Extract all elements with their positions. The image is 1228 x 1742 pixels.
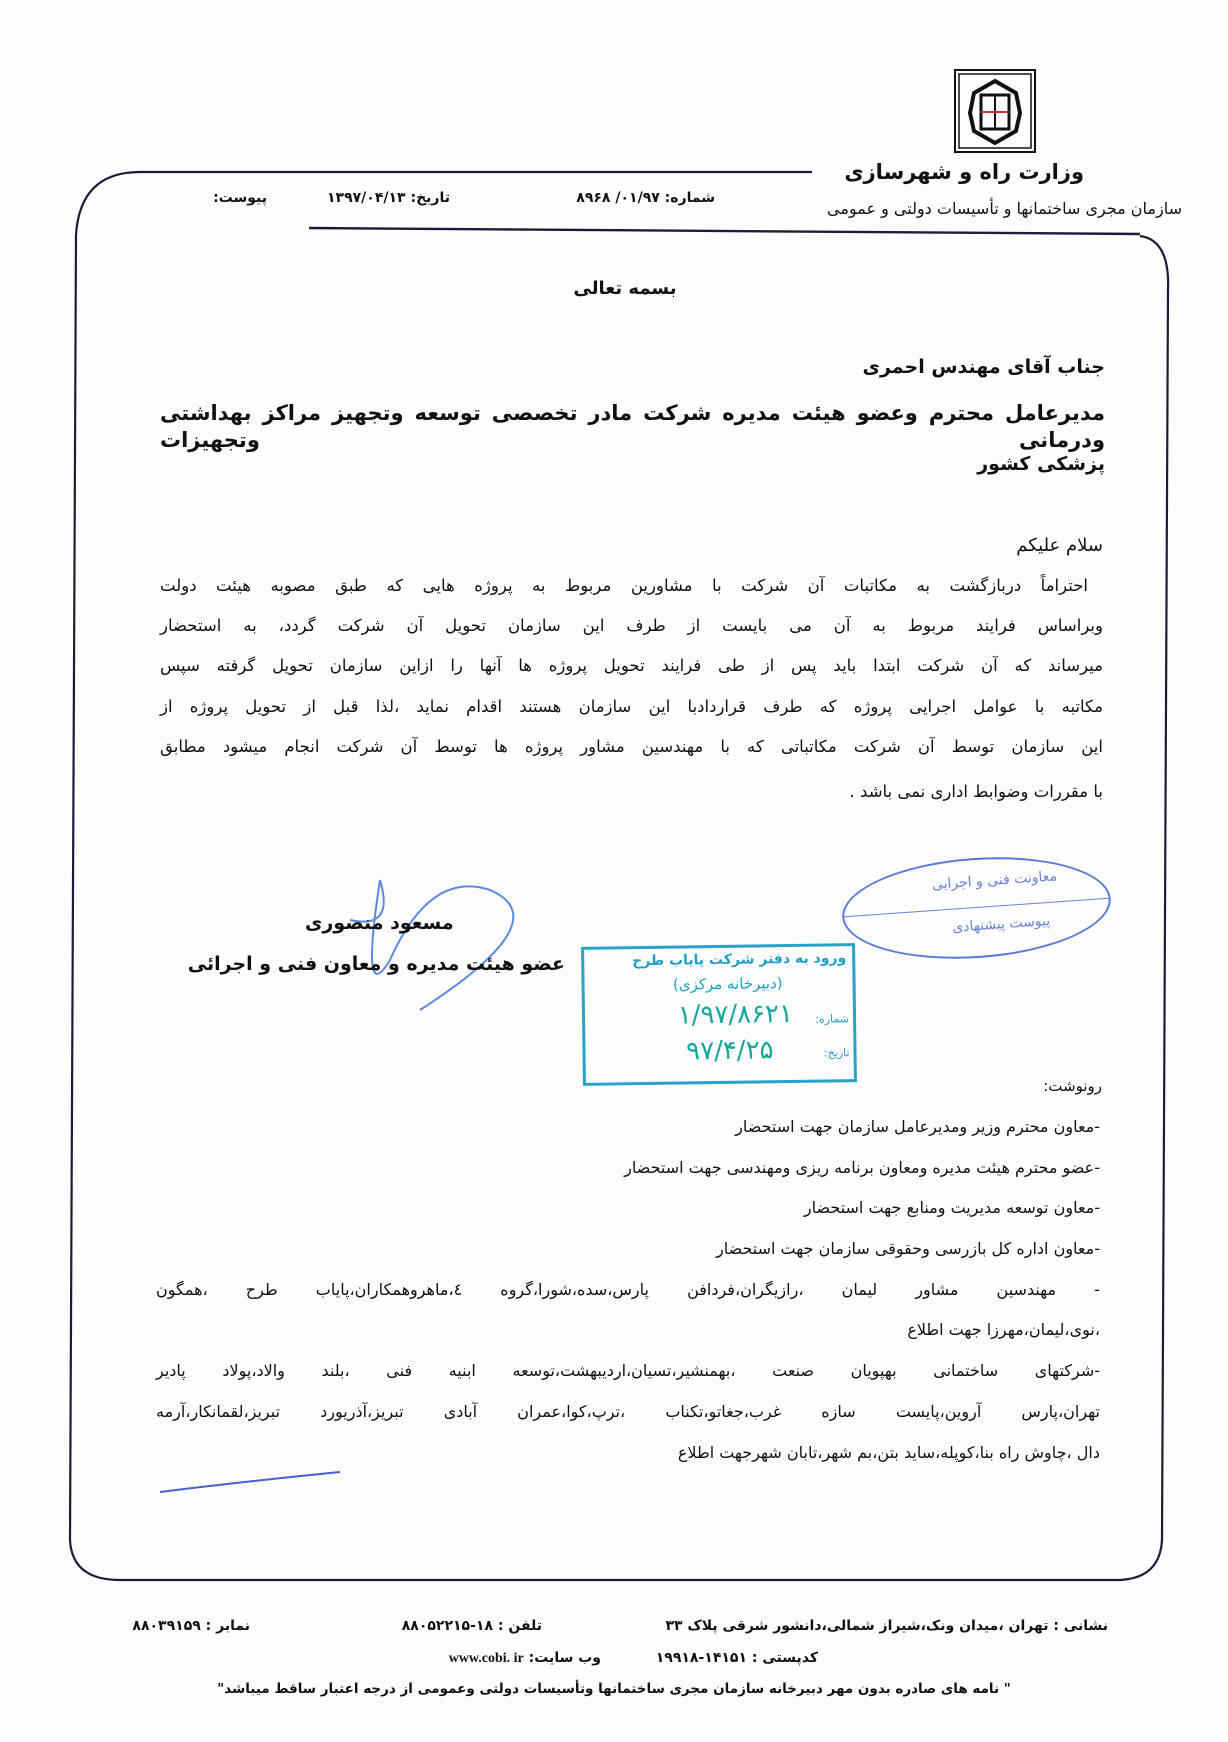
receipt-date-value: ۹۷/۴/۲۵ <box>685 1035 774 1067</box>
website-link[interactable]: www.cobi. ir <box>448 1651 524 1666</box>
footer-fax: نمابر : ۸۸۰۳۹۱۵۹ <box>132 1618 250 1634</box>
oval-stamp-top: معاونت فنی و اجرایی <box>931 868 1058 894</box>
receipt-number-value: ۱/۹۷/۸۶۲۱ <box>677 998 794 1031</box>
recipient-line-3: پزشکی کشور <box>977 453 1105 475</box>
cc-line: ،نوی،لیمان،مهرزا جهت اطلاع <box>907 1320 1100 1339</box>
body-line: میرساند که آن شرکت ابتدا باید پس از طی فرایند تحویل پروژه ها آنها را ازاین سازمان تحویل گرفته سپس <box>160 656 1103 675</box>
receipt-stamp <box>581 943 857 1086</box>
date-label: تاریخ: <box>410 190 450 206</box>
footer-postal-code: کدپستی : ۱۴۱۵۱-۱۹۹۱۸ <box>655 1650 818 1666</box>
organization-name: سازمان مجری ساختمانها و تأسیسات دولتی و عمومی <box>827 199 1182 218</box>
footer-notice: " نامه های صادره بدون مهر دبیرخانه سازمان مجری ساختمانها وتأسیسات دولتی وعمومی از درجه اعتبار ساقط میباشد" <box>217 1681 1011 1697</box>
cc-line: -شرکتهای ساختمانی بهپویان صنعت ،بهمنشیر،تسیان،اردیبهشت،توسعه ابنیه فنی ،بلند والاد،پولاد پادیر <box>156 1361 1100 1380</box>
ministry-name: وزارت راه و شهرسازی <box>844 160 1084 184</box>
oval-stamp-bottom: پیوست پیشنهادی <box>951 912 1051 936</box>
body-line: وبراساس فرایند مربوط به آن می بایست از طرف این سازمان تحویل آن شرکت گردد، به استحضار <box>160 616 1103 635</box>
footer-address: نشانی : تهران ،میدان ونک،شیراز شمالی،دانشور شرقی پلاک ۳۳ <box>665 1618 1108 1634</box>
cc-line: - مهندسین مشاور لیمان ،رازیگران،فردافن پارس،سده،شورا،گروه ٤،ماهروهمکاران،پایاب طرح ،همگون <box>156 1280 1100 1299</box>
letter-number <box>576 190 715 206</box>
footer-website <box>449 1650 601 1667</box>
body-line: این سازمان توسط آن شرکت مکاتباتی که با مهندسین مشاور پروژه ها توسط آن شرکت انجام میشود مطابق <box>160 737 1103 756</box>
receipt-number-label: شماره: <box>815 1012 850 1026</box>
body-line: با مقررات وضوابط اداری نمی باشد . <box>849 782 1103 801</box>
signatory-name: مسعود منصوری <box>305 912 454 934</box>
recipient-line-2: مدیرعامل محترم وعضو هیئت مدیره شرکت مادر تخصصی توسعه وتجهیز مراکز بهداشتی ودرمانی وتجهیزات <box>160 401 1105 453</box>
recipient-line-1: جناب آقای مهندس احمری <box>862 356 1105 378</box>
attachment-label: پیوست: <box>213 190 267 206</box>
cc-line: دال ،چاوش راه بنا،کوپله،ساید بتن،بم شهر،تابان شهرجهت اطلاع <box>677 1443 1100 1462</box>
number-label: شماره: <box>664 190 715 206</box>
cc-heading: رونوشت: <box>1043 1077 1102 1095</box>
receipt-date-label: تاریخ: <box>823 1046 850 1060</box>
cc-line: -معاون توسعه مدیریت ومنابع جهت استحضار <box>803 1198 1100 1217</box>
ministry-logo <box>954 69 1036 153</box>
receipt-stamp-subtitle: (دبیرخانه مرکزی) <box>672 974 783 994</box>
footer-phone: تلفن : ۱۸-۸۸۰۵۲۲۱۵ <box>401 1618 542 1634</box>
receipt-stamp-title: ورود به دفتر شرکت پایاب طرح <box>632 950 847 970</box>
cc-line: -عضو محترم هیئت مدیره ومعاون برنامه ریزی ومهندسی جهت استحضار <box>624 1158 1100 1177</box>
body-line: مکاتبه با عوامل اجرایی پروژه که طرف قراردادبا این سازمان هستند اقدام نماید ،لذا قبل از تحویل پروژه از <box>160 697 1103 716</box>
cc-line: -معاون محترم وزیر ومدیرعامل سازمان جهت استحضار <box>735 1117 1100 1136</box>
cc-line: -معاون اداره کل بازرسی وحقوقی سازمان جهت استحضار <box>715 1239 1100 1258</box>
cc-line: تهران،پارس آروین،پایست سازه غرب،جغاتو،تکناب ،ترپ،کوا،عمران آبادی تبریز،آذریورد تبریز،لقمانکار،آرمه <box>156 1402 1100 1421</box>
date-value: ۱۳۹۷/۰۴/۱۳ <box>327 190 406 206</box>
pen-underline <box>160 1472 340 1492</box>
greeting: سلام علیکم <box>1016 535 1103 556</box>
signatory-title: عضو هیئت مدیره و معاون فنی و اجرائی <box>187 953 565 975</box>
letter-date <box>327 190 450 206</box>
body-line: احتراماً دربازگشت به مکاتبات آن شرکت با مشاورین مربوط به پروژه هایی که طبق مصوبه هیئت دولت <box>160 576 1088 595</box>
number-value: ۰۱/۹۷/ ۸۹۶۸ <box>576 190 660 206</box>
bismillah: بسمه تعالی <box>573 278 677 299</box>
handwritten-signature <box>350 880 513 1010</box>
website-label: وب سایت: <box>528 1650 601 1666</box>
